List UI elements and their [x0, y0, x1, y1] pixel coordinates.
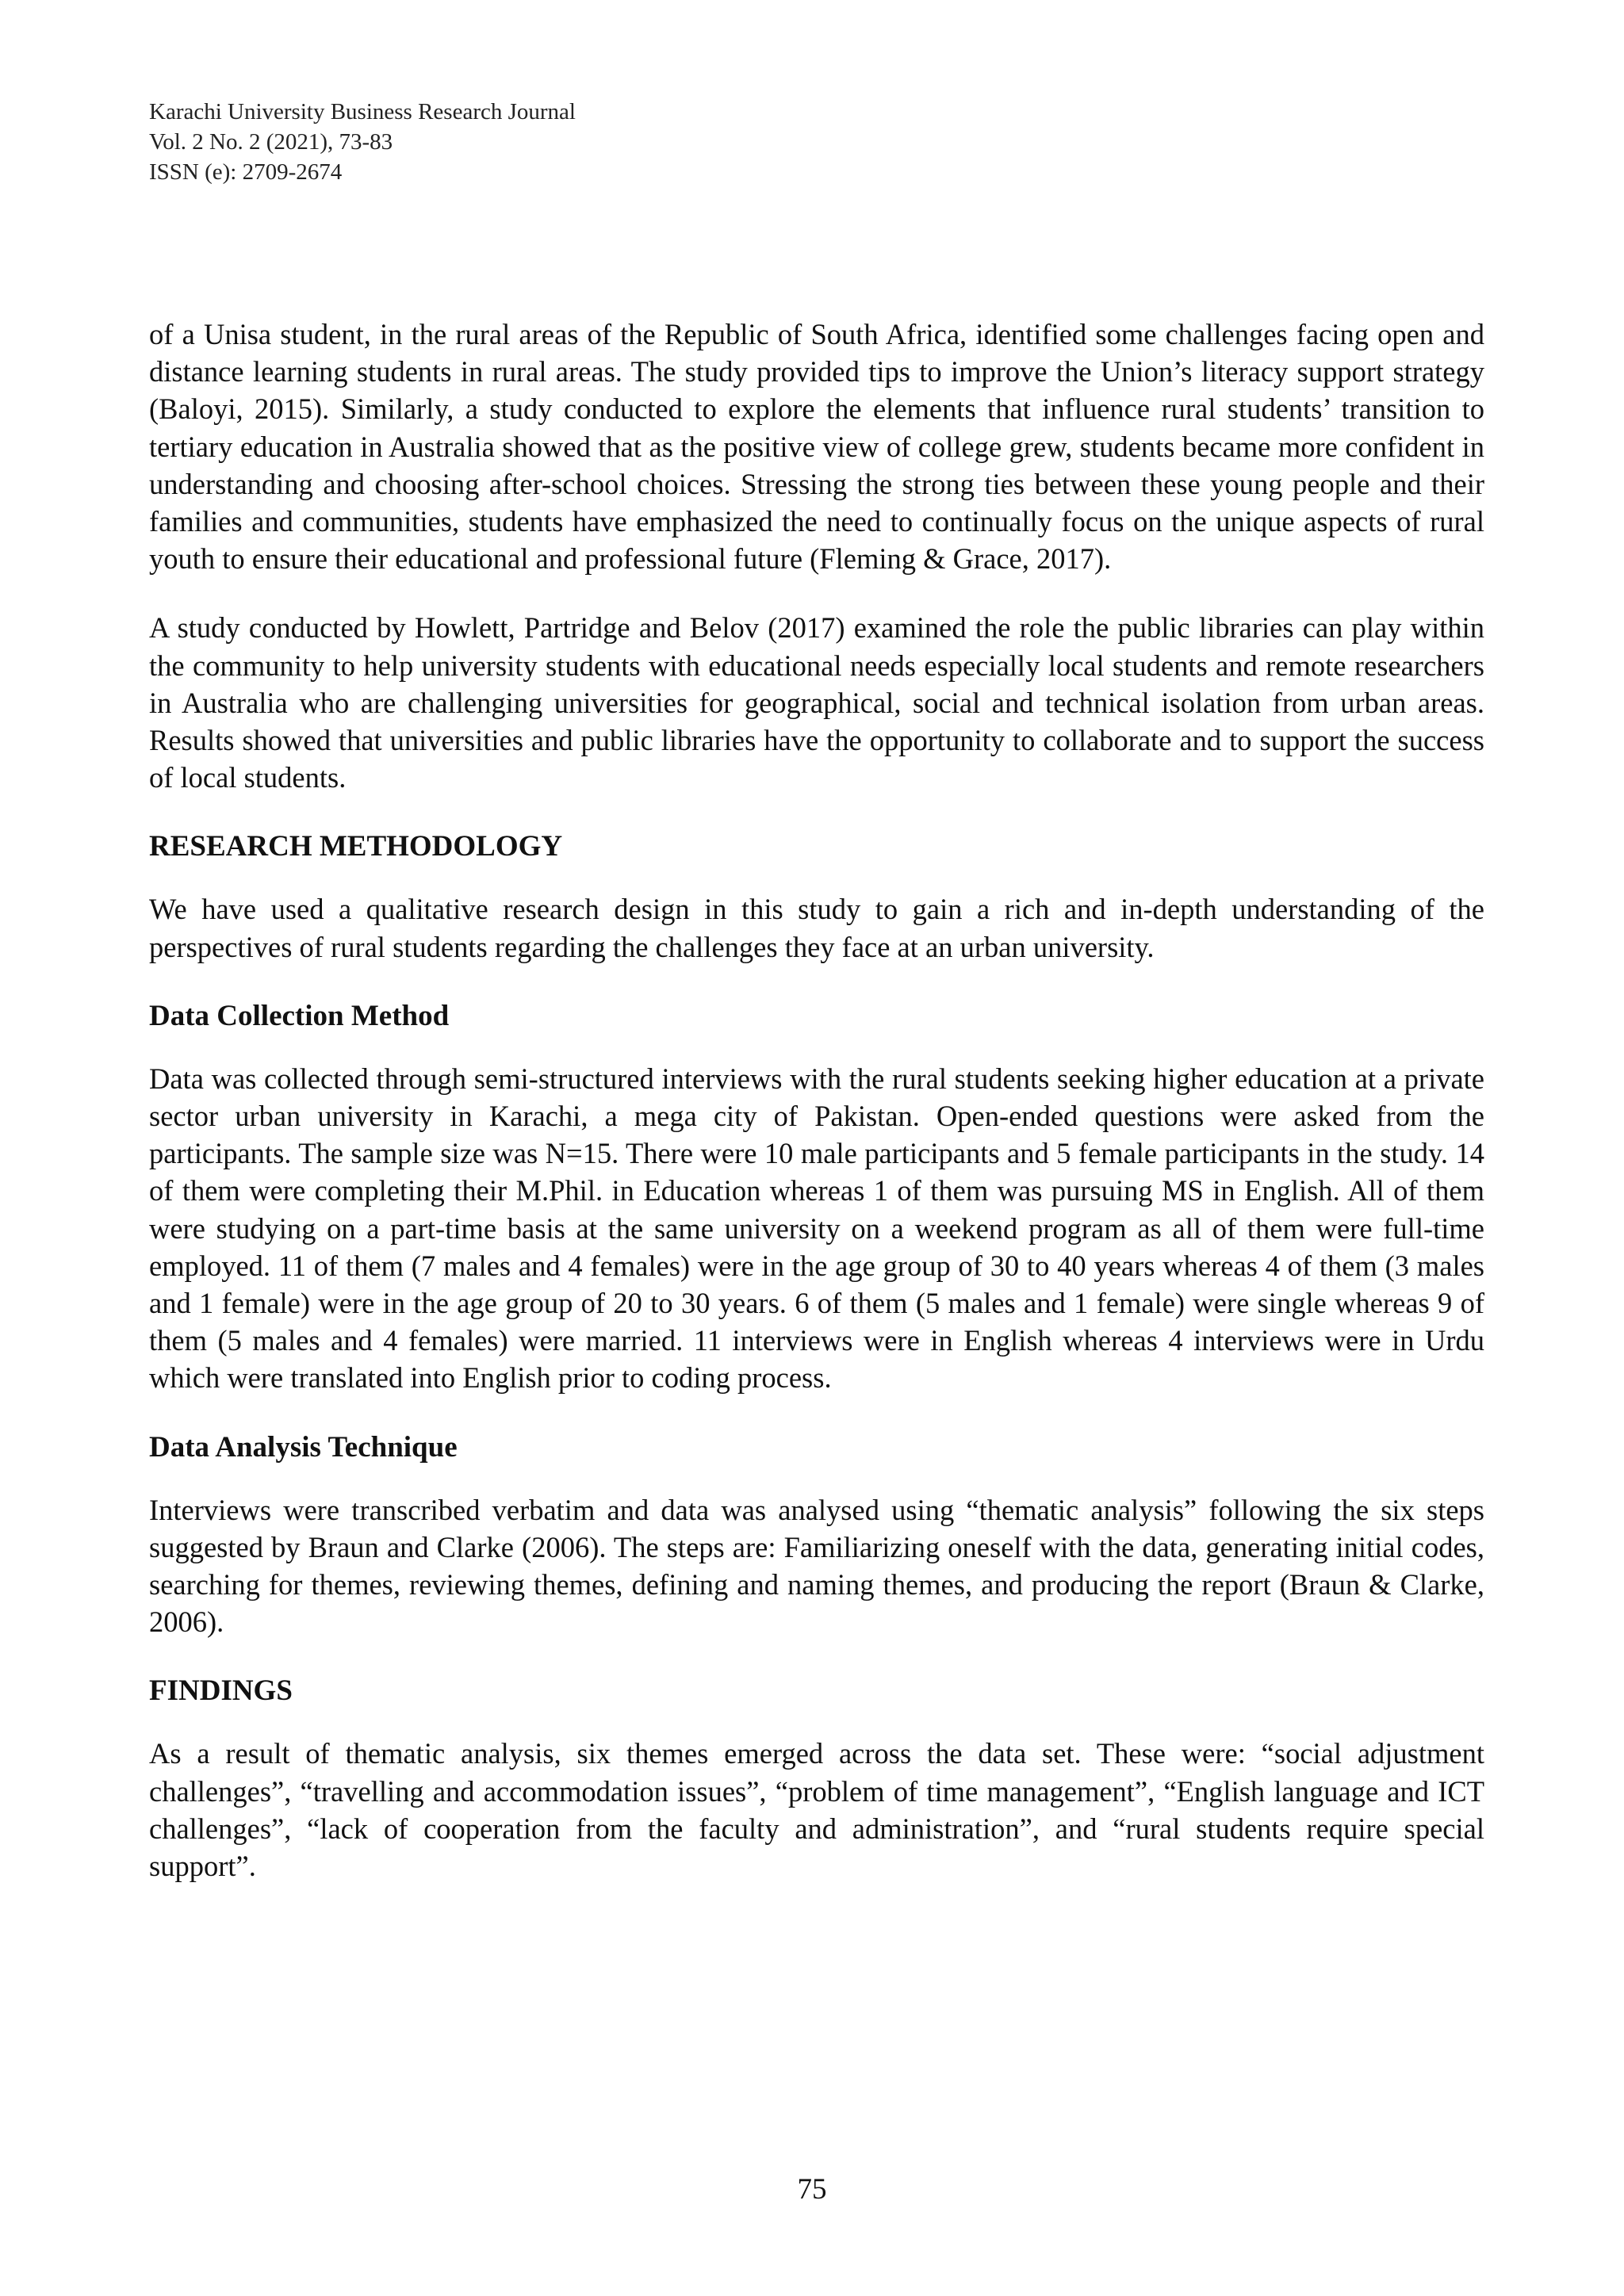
journal-volume: Vol. 2 No. 2 (2021), 73-83: [149, 129, 393, 155]
paragraph-data-collection: Data was collected through semi-structured interviews with the rural students seeking higher education at a private sector urban university in Karachi, a mega city of Pakistan. Open-ended questions were asked from the participants. The sample size was N=15. There were 10 male participants and 5 female participants in the study. 14 of them were completing their M.Phil. in Education whereas 1 of them was pursuing MS in English. All of them were studying on a part-time basis at the same university on a weekend program as all of them were full-time employed. 11 of them (7 males and 4 females) were in the age group of 30 to 40 years whereas 4 of them (3 males and 1 female) were in the age group of 20 to 30 years. 6 of them (5 males and 1 female) were single whereas 9 of them (5 males and 4 females) were married. 11 interviews were in English whereas 4 interviews were in Urdu which were translated into English prior to coding process.: [149, 1062, 1484, 1395]
paragraph-findings: As a result of thematic analysis, six themes emerged across the data set. These were: “social adjustment challenges”, “travelling and accommodation issues”, “problem of time management”, “English language and ICT challenges”, “lack of cooperation from the faculty and administration”, and “rural students require special support”.: [149, 1737, 1484, 1883]
paragraph-data-analysis: Interviews were transcribed verbatim and data was analysed using “thematic analysis” following the six steps suggested by Braun and Clarke (2006). The steps are: Familiarizing oneself with the data, generating initial codes, searching for themes, reviewing themes, defining and naming themes, and producing the report (Braun & Clarke, 2006).: [149, 1493, 1484, 1639]
heading-findings: FINDINGS: [149, 1674, 293, 1708]
page-number: 75: [797, 2173, 827, 2206]
paragraph-rural-transition: of a Unisa student, in the rural areas of the Republic of South Africa, identified some challenges facing open and distance learning students in rural areas. The study provided tips to improve the Union’s literacy support strategy (Baloyi, 2015). Similarly, a study conducted to explore the elements that influence rural students’ transition to tertiary education in Australia showed that as the positive view of college grew, students became more confident in understanding and choosing after-school choices. Stressing the strong ties between these young people and their families and communities, students have emphasized the need to continually focus on the unique aspects of rural youth to ensure their educational and professional future (Fleming & Grace, 2017).: [149, 318, 1484, 576]
journal-issn: ISSN (e): 2709-2674: [149, 159, 343, 185]
journal-header: [149, 97, 576, 187]
paragraph-public-libraries: A study conducted by Howlett, Partridge and Belov (2017) examined the role the public libraries can play within the community to help university students with educational needs especially local students and remote researchers in Australia who are challenging universities for geographical, social and technical isolation from urban areas. Results showed that universities and public libraries have the opportunity to collaborate and to support the success of local students.: [149, 611, 1484, 794]
heading-research-methodology: RESEARCH METHODOLOGY: [149, 830, 563, 863]
journal-title: Karachi University Business Research Journal: [149, 99, 576, 124]
paragraph-methodology: We have used a qualitative research design in this study to gain a rich and in-depth understanding of the perspectives of rural students regarding the challenges they face at an urban university.: [149, 893, 1484, 963]
heading-data-collection: Data Collection Method: [149, 999, 450, 1032]
body-text: [149, 316, 1484, 1916]
heading-data-analysis: Data Analysis Technique: [149, 1430, 458, 1464]
